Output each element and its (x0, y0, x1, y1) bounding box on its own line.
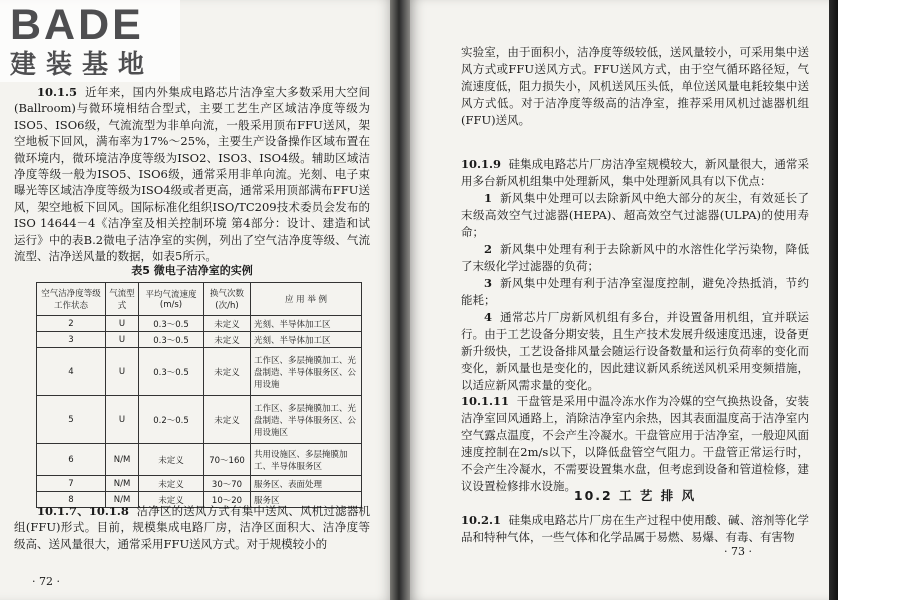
table-header-cell: 平均气流速度(m/s) (139, 283, 204, 316)
book-gutter (390, 0, 410, 600)
table-cell: 未定义 (139, 444, 204, 476)
list-item-4 (461, 309, 809, 394)
table-cell: 0.3～0.5 (139, 348, 204, 396)
page-edge (829, 0, 838, 600)
table-cell: 光刻、半导体加工区 (251, 332, 362, 348)
table-cell: U (106, 332, 139, 348)
paragraph-10-1-7 (14, 503, 370, 552)
table-cell: 30～70 (204, 476, 251, 492)
section-number: 10.1.5 (37, 85, 78, 99)
table-header-cell: 空气洁净度等级工作状态 (37, 283, 106, 316)
paragraph-10-2-1 (461, 512, 809, 546)
item-number: 1 (484, 191, 493, 205)
list-item-2 (461, 241, 809, 275)
list-item-1 (461, 190, 809, 241)
table-cell: 共用设施区、多层掩膜加工、半导体服务区 (251, 444, 362, 476)
item-text: 新风集中处理有利于去除新风中的水溶性化学污染物，降低了末级化学过滤器的负荷； (461, 242, 810, 273)
scan-margin (838, 0, 900, 600)
table-row (37, 316, 362, 332)
table-header-cell: 应 用 举 例 (251, 283, 362, 316)
table-cell: 8 (37, 492, 106, 508)
table-row (37, 332, 362, 348)
table-cell: 2 (37, 316, 106, 332)
logo-subtext: 建装基地 (10, 50, 155, 80)
table-cell: 4 (37, 348, 106, 396)
paragraph-text: 硅集成电路芯片厂房洁净室规模较大，新风量很大，通常采用多台新风机组集中处理新风，集中处理新风具有以下优点： (461, 157, 809, 188)
table-cell: N/M (106, 444, 139, 476)
cleanroom-table (36, 282, 362, 508)
logo-text: BADE (10, 1, 144, 49)
table-cell: 未定义 (204, 332, 251, 348)
table-row (37, 396, 362, 444)
table-row (37, 444, 362, 476)
section-number: 10.1.7、10.1.8 (37, 504, 129, 518)
table-cell: 服务区、表面处理 (251, 476, 362, 492)
table-cell: 5 (37, 396, 106, 444)
table-cell: 6 (37, 444, 106, 476)
item-number: 4 (484, 310, 493, 324)
paragraph-text: 硅集成电路芯片厂房在生产过程中使用酸、碱、溶剂等化学品和特种气体，一些气体和化学品属于易燃、易爆、有毒、有害物 (461, 513, 809, 544)
table-cell: 未定义 (139, 476, 204, 492)
paragraph-text: 实验室，由于面积小，洁净度等级较低，送风量较小，可采用集中送风方式或FFU送风方式。FFU送风方式，由于空气循环路径短，气流速度低，阻力损失小，风机送风压头低，单位送风量电耗较集中送风方式低。对于洁净度等级高的洁净室，推荐采用风机过滤器机组(FFU)送风。 (461, 45, 809, 127)
table-row (37, 348, 362, 396)
paragraph-10-1-5 (14, 84, 370, 264)
table-cell: 7 (37, 476, 106, 492)
paragraph-continuation (461, 44, 809, 129)
table-cell: 3 (37, 332, 106, 348)
table-cell: 未定义 (204, 316, 251, 332)
item-text: 新风集中处理可以去除新风中绝大部分的灰尘，有效延长了末级高效空气过滤器(HEPA)、超高效空气过滤器(ULPA)的使用寿命； (461, 191, 810, 239)
table-cell: 未定义 (204, 348, 251, 396)
table-cell: 工作区、多层掩膜加工、光盘制造、半导体服务区、公用设施区 (251, 396, 362, 444)
table-cell: 0.3～0.5 (139, 332, 204, 348)
table-cell: 工作区、多层掩膜加工、光盘制造、半导体服务区、公用设施 (251, 348, 362, 396)
table-cell: 70～160 (204, 444, 251, 476)
page-number-right: · 73 · (724, 545, 752, 558)
table-cell: U (106, 396, 139, 444)
item-number: 2 (484, 242, 493, 256)
section-heading: 10.2 工 艺 排 风 (573, 488, 697, 503)
paragraph-10-1-9 (461, 156, 809, 190)
table-caption: 表5 微电子洁净室的实例 (131, 264, 253, 277)
section-number: 10.1.11 (461, 394, 510, 408)
table-cell: 0.2～0.5 (139, 396, 204, 444)
table-cell: 10～20 (204, 492, 251, 508)
table-cell: U (106, 316, 139, 332)
section-number: 10.2.1 (461, 513, 502, 527)
table-cell: 光刻、半导体加工区 (251, 316, 362, 332)
item-text: 通常芯片厂房新风机组有多台，并设置备用机组，宜并联运行。由于工艺设备分期安装，且生产技术发展升级速度迅速，设备更新升级快，工艺设备排风量会随运行设备数量和运行负荷率的变化而变化，新风量也是变化的，因此建议新风系统送风机采用变频措施，以适应新风需求量的变化。 (461, 310, 810, 392)
table-row (37, 476, 362, 492)
item-number: 3 (484, 276, 493, 290)
table-header-cell: 换气次数(次/h) (204, 283, 251, 316)
table-header-row (37, 283, 362, 316)
page-number-left: · 72 · (32, 575, 60, 588)
table-cell: 0.3～0.5 (139, 316, 204, 332)
table-cell: 服务区 (251, 492, 362, 508)
paragraph-text: 干盘管是采用中温冷冻水作为冷媒的空气换热设备，安装洁净室回风通路上，消除洁净室内余热，因其表面温度高于洁净室内空气露点温度，不会产生冷凝水。干盘管应用于洁净室，一般迎风面速度控制在2m/s以下，以降低盘管空气阻力。干盘管正常运行时，不会产生冷凝水，不需要设置集水盘，但考虑到设备和管道检修，建议设置检修排水设施。 (461, 394, 810, 493)
paragraph-10-1-11 (461, 393, 809, 494)
table-cell: U (106, 348, 139, 396)
item-text: 新风集中处理有利于洁净室湿度控制，避免冷热抵消，节约能耗； (461, 276, 810, 307)
paragraph-text: 近年来，国内外集成电路芯片洁净室大多数采用大空间(Ballroom)与微环境相结合型式，主要工艺生产区域洁净度等级为ISO5、ISO6级，气流流型为非单向流，一般采用顶布FFU送风，架空地板下回风，满布率为17%～25%，主要生产设备操作区域布置在微环境内，微环境洁净度等级为ISO2、ISO3、ISO4级。辅助区域洁净度等级一般为ISO5、ISO6级，通常采用非单向流。光刻、电子束曝光等区域洁净度等级为ISO4级或者更高，通常采用顶部满布FFU送风，架空地板下回风。国际标准化组织ISO/TC209技术委员会发布的ISO 14644－4《洁净室及相关控制环境 第4部分：设计、建造和试运行》中的表B.2微电子洁净室的实例，列出了空气洁净度等级、气流流型、洁净送风量的数据，如表5所示。 (14, 85, 371, 264)
table-cell: N/M (106, 476, 139, 492)
table-header-cell: 气流型式 (106, 283, 139, 316)
section-number: 10.1.9 (461, 157, 502, 171)
list-item-3 (461, 275, 809, 309)
paragraph-text: 洁净区的送风方式有集中送风、风机过滤器机组(FFU)形式。目前，规模集成电路厂房，洁净区面积大、洁净度等级高、送风量很大，通常采用FFU送风方式。对于规模较小的 (14, 504, 371, 551)
table-cell: 未定义 (204, 396, 251, 444)
watermark-logo (0, 0, 180, 82)
table-cell: N/M (106, 492, 139, 508)
table-cell: 未定义 (139, 492, 204, 508)
